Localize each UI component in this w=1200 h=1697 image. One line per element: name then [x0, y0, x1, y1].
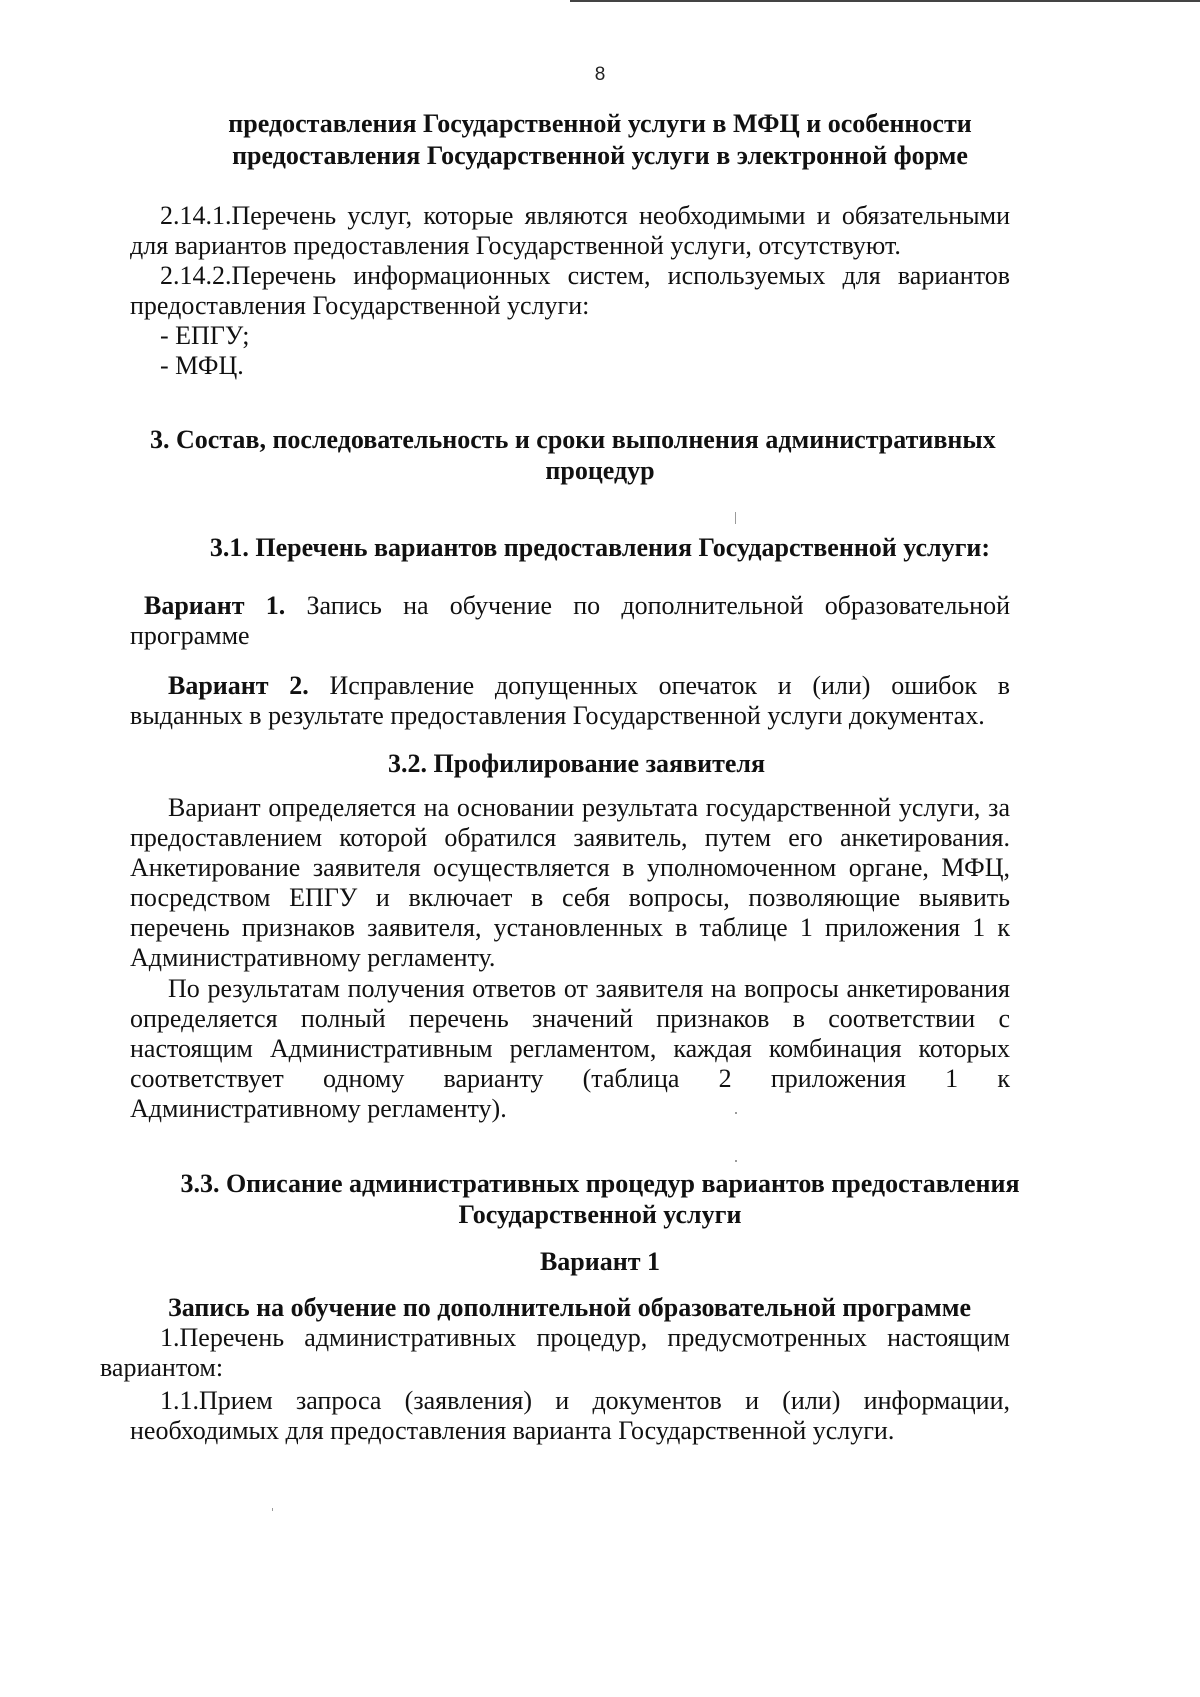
list-item-mfc: - МФЦ.	[160, 351, 244, 380]
profiling-p2-line4: соответствует одному варианту (таблица 2 приложения 1 к	[130, 1064, 1010, 1093]
profiling-p1-line6: Административному регламенту.	[130, 943, 496, 972]
variant-2-line1	[168, 670, 1010, 702]
procedures-list-line1: 1.Перечень административных процедур, предусмотренных настоящим	[160, 1323, 1010, 1352]
section-33-title-line1: 3.3. Описание административных процедур вариантов предоставления	[180, 1169, 1020, 1198]
variant-1-line2: программе	[130, 621, 250, 650]
section-32-title: 3.2. Профилирование заявителя	[388, 749, 766, 778]
variant-2-line2: выданных в результате предоставления Государственной услуги документах.	[130, 701, 985, 730]
paragraph-2142-line1: 2.14.2.Перечень информационных систем, используемых для вариантов	[160, 261, 1010, 290]
variant-2-label: Вариант 2.	[168, 671, 309, 700]
profiling-p1-line4: посредством ЕПГУ и включает в себя вопросы, позволяющие выявить	[130, 883, 1010, 912]
profiling-p1-line5: перечень признаков заявителя, установленных в таблице 1 приложения 1 к	[130, 913, 1010, 942]
scan-speck	[735, 1160, 737, 1162]
profiling-p2-line2: определяется полный перечень значений признаков в соответствии с	[130, 1004, 1010, 1033]
scan-speck	[272, 1508, 273, 1511]
profiling-p2-line5: Административному регламенту).	[130, 1094, 507, 1123]
section-214-title-line2: предоставления Государственной услуги в электронной форме	[232, 141, 968, 170]
page-number: 8	[594, 64, 606, 85]
scan-edge-rule	[570, 0, 1200, 2]
profiling-p1-line1: Вариант определяется на основании результата государственной услуги, за	[168, 793, 1010, 822]
variant-1-text: Запись на обучение по дополнительной образовательной	[306, 591, 1010, 620]
variant-1-line1	[144, 590, 1010, 622]
profiling-p2-line1: По результатам получения ответов от заявителя на вопросы анкетирования	[168, 974, 1010, 1003]
variant-1-label: Вариант 1.	[144, 591, 286, 620]
procedure-11-line2: необходимых для предоставления варианта Государственной услуги.	[130, 1416, 895, 1445]
variant-2-text: Исправление допущенных опечаток и (или) ошибок в	[329, 671, 1011, 700]
variant-1-heading: Вариант 1	[539, 1247, 661, 1276]
variant-1-subtitle: Запись на обучение по дополнительной образовательной программе	[168, 1293, 972, 1322]
list-item-epgu: - ЕПГУ;	[160, 321, 250, 350]
paragraph-2141-line2: для вариантов предоставления Государственной услуги, отсутствуют.	[130, 231, 901, 260]
paragraph-2142-line2: предоставления Государственной услуги:	[130, 291, 590, 320]
section-31-title: 3.1. Перечень вариантов предоставления Государственной услуги:	[209, 533, 991, 562]
profiling-p2-line3: настоящим Административным регламентом, каждая комбинация которых	[130, 1034, 1010, 1063]
section-33-title-line2: Государственной услуги	[458, 1200, 742, 1229]
section-3-title-line1: 3. Состав, последовательность и сроки выполнения административных	[150, 425, 996, 454]
profiling-p1-line3: Анкетирование заявителя осуществляется в уполномоченном органе, МФЦ,	[130, 853, 1010, 882]
section-3-title-line2: процедур	[545, 456, 655, 485]
scan-speck	[735, 512, 736, 524]
section-214-title-line1: предоставления Государственной услуги в МФЦ и особенности	[228, 109, 972, 138]
scan-speck	[735, 1112, 737, 1114]
procedures-list-line2: вариантом:	[100, 1353, 224, 1382]
procedure-11-line1: 1.1.Прием запроса (заявления) и документов и (или) информации,	[160, 1386, 1010, 1415]
profiling-p1-line2: предоставлением которой обратился заявитель, путем его анкетирования.	[130, 823, 1010, 852]
paragraph-2141-line1: 2.14.1.Перечень услуг, которые являются необходимыми и обязательными	[160, 201, 1010, 230]
